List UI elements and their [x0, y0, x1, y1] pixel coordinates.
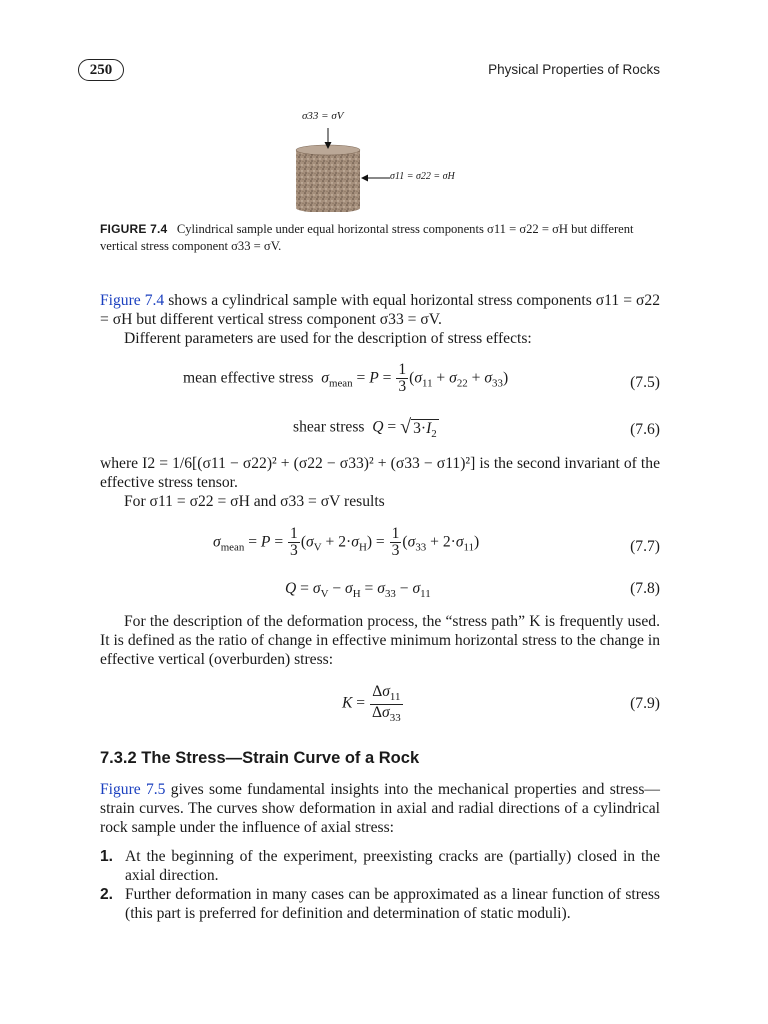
page-number: 250	[78, 59, 124, 81]
figure-caption	[100, 221, 660, 255]
section-heading: 7.3.2 The Stress—Strain Curve of a Rock	[100, 749, 420, 767]
equation-7-6: shear stress Q = √ $3\cdot I_2$	[293, 416, 437, 441]
list-text: Further deformation in many cases can be approximated as a linear function of stress (this part is preferred for definition and determination of static moduli).	[125, 886, 660, 922]
figure-7-4-link[interactable]: Figure 7.4	[100, 292, 165, 309]
list-item	[100, 885, 660, 923]
equation-number: (7.7)	[630, 538, 660, 555]
list-number: 2.	[100, 886, 114, 903]
paragraph-figure-ref	[100, 291, 660, 329]
equation-number: (7.6)	[630, 421, 660, 438]
paragraph-where: where I2 = 1/6[(σ11 − σ22)² + (σ22 − σ33)² + (σ33 − σ11)²] is the second invariant of the effective stress tensor.	[100, 455, 660, 491]
figure-caption-text: Cylindrical sample under equal horizontal stress components σ11 = σ22 = σH but different vertical stress component σ33 = σV.	[100, 222, 634, 253]
paragraph-text: shows a cylindrical sample with equal horizontal stress components σ11 = σ22 = σH but different vertical stress component σ33 = σV.	[100, 292, 660, 328]
horizontal-stress-label: σ11 = σ22 = σH	[390, 171, 455, 182]
figure-caption-label: FIGURE 7.4	[100, 222, 168, 236]
list-text: At the beginning of the experiment, preexisting cracks are (partially) closed in the axial direction.	[125, 848, 660, 884]
figure-7-5-link[interactable]: Figure 7.5	[100, 781, 166, 798]
equation-7-7: $\sigma_{mean} = P$ = $\frac{1}{3}$ $(\sigma_V + 2\cdot\sigma_H)$ = $\frac{1}{3}$ $(\sigma_{33} + 2\cdot\sigma_{11})$	[213, 525, 480, 560]
cylinder-sample-diagram	[280, 108, 500, 212]
paragraph-parameters: Different parameters are used for the description of stress effects:	[124, 330, 532, 347]
list-item	[100, 847, 660, 885]
equation-7-8: $Q = \sigma_V - \sigma_H = \sigma_{33} - \sigma_{11}$	[285, 580, 431, 601]
equation-7-5: mean effective stress $\sigma_{mean} = P$ = $\frac{1}{3}$ $(\sigma_{11} + \sigma_{22} + \sigma_{33})$	[183, 361, 509, 396]
equation-number: (7.5)	[630, 374, 660, 391]
running-title: Physical Properties of Rocks	[488, 62, 660, 77]
list-number: 1.	[100, 848, 114, 865]
paragraph-section-intro	[100, 780, 660, 837]
equation-number: (7.8)	[630, 580, 660, 597]
equation-7-9: K = $\frac{\Delta\sigma_{11}}{\Delta\sigma_{33}}$	[342, 683, 401, 724]
vertical-stress-label: σ33 = σV	[302, 110, 344, 122]
paragraph-text: gives some fundamental insights into the mechanical properties and stress—strain curves. The curves show deformation in axial and radial directions of a cylindrical rock sample under the influence of axial stress:	[100, 781, 660, 836]
equation-label: mean effective stress	[183, 369, 314, 387]
equation-number: (7.9)	[630, 695, 660, 712]
equation-label: shear stress	[293, 418, 365, 436]
figure-7-4	[280, 108, 500, 212]
paragraph-for: For σ11 = σ22 = σH and σ33 = σV results	[124, 493, 385, 510]
paragraph-stress-path: For the description of the deformation process, the “stress path” K is frequently used. It is defined as the ratio of change in effective minimum horizontal stress to the change in effective vertical (overburden) stress:	[100, 613, 660, 668]
